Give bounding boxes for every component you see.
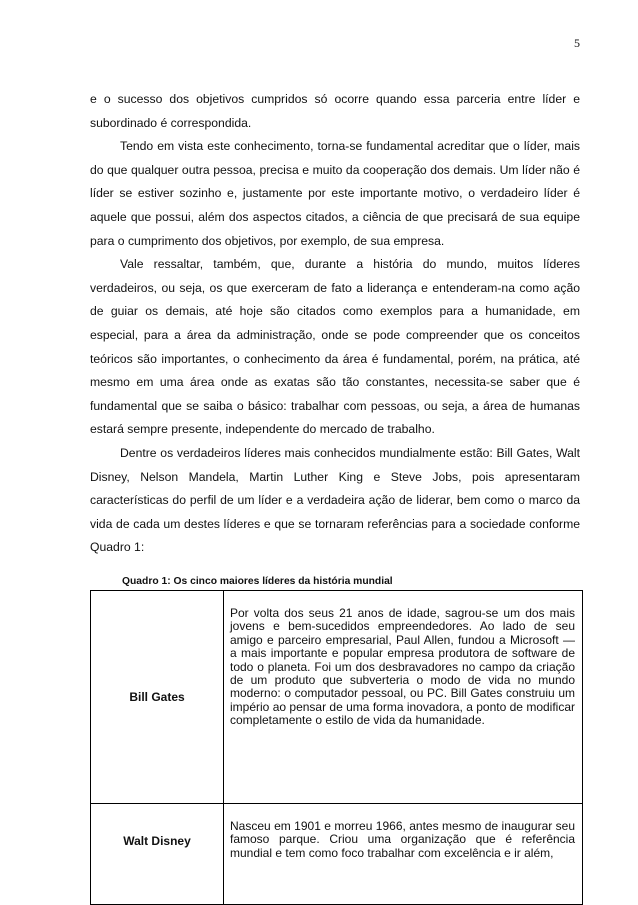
body-text [90, 88, 580, 560]
table-row [91, 804, 583, 905]
paragraph-2: Tendo em vista este conhecimento, torna-se fundamental acreditar que o líder, mais do que qualquer outra pessoa, precisa e muito da cooperação dos demais. Um líder não é líder se estiver sozinho e, justamente por este importante motivo, o verdadeiro líder é aquele que possui, além dos aspectos citados, a ciência de que precisará de sua equipe para o cumprimento dos objetivos, por exemplo, de sua empresa. [90, 139, 580, 248]
paragraph-1: e o sucesso dos objetivos cumpridos só ocorre quando essa parceria entre líder e subordinado é correspondida. [90, 92, 580, 130]
leader-description: Por volta dos seus 21 anos de idade, sagrou-se um dos mais jovens e bem-sucedidos empreendedores. Ao lado de seu amigo e parceiro empresarial, Paul Allen, fundou a Microsoft — a mais importante e popular empresa produtora de software de todo o planeta. Foi um dos desbravadores no campo da criação de um produto que subverteria o modo de vida no mundo moderno: o computador pessoal, ou PC. Bill Gates construiu um império ao pensar de uma forma inovadora, a ponto de modificar completamente o estilo de vida da humanidade. [224, 591, 583, 804]
page-number: 5 [574, 36, 580, 50]
leader-description: Nasceu em 1901 e morreu 1966, antes mesmo de inaugurar seu famoso parque. Criou uma organização que é referência mundial e tem como foco trabalhar com excelência e ir além, [224, 804, 583, 905]
leader-name: Bill Gates [91, 591, 224, 804]
table-caption: Quadro 1: Os cinco maiores líderes da história mundial [122, 576, 393, 587]
paragraph-4: Dentre os verdadeiros líderes mais conhecidos mundialmente estão: Bill Gates, Walt Disney, Nelson Mandela, Martin Luther King e Steve Jobs, pois apresentaram características do perfil de um líder e a verdadeira ação de liderar, bem como o marco da vida de cada um destes líderes e que se tornaram referências para a sociedade conforme Quadro 1: [90, 445, 580, 555]
table-row [91, 591, 583, 804]
leader-name: Walt Disney [91, 804, 224, 905]
paragraph-3: Vale ressaltar, também, que, durante a história do mundo, muitos líderes verdadeiros, ou seja, os que exerceram de fato a liderança e entenderam-na como ação de guiar os demais, até hoje são citados como exemplos para a humanidade, em especial, para a área da administração, onde se pode compreender que os conceitos teóricos são importantes, o conhecimento da área é fundamental, porém, na prática, até mesmo em uma área onde as exatas são tão constantes, necessita-se saber que é fundamental que se saiba o básico: trabalhar com pessoas, ou seja, a área de humanas estará sempre presente, independente do mercado de trabalho. [90, 257, 580, 437]
leaders-table [90, 590, 583, 905]
